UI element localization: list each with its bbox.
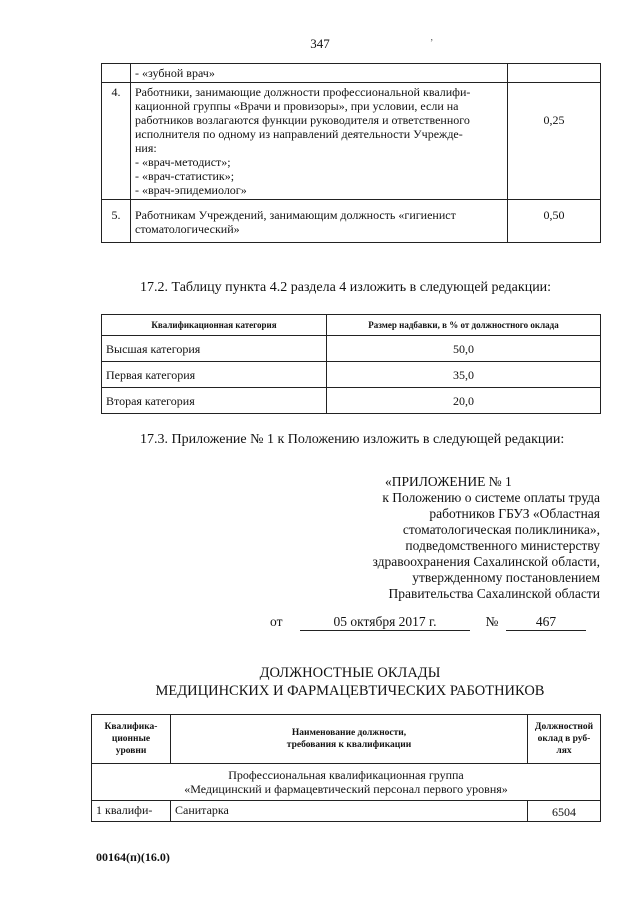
category-cell: Высшая категория [102,336,327,362]
column-header [171,715,528,764]
text-line: работников возлагаются функции руководителя и ответственного [135,113,470,127]
text-line: стоматологический» [135,222,240,236]
percent-cell: 20,0 [327,388,601,414]
row-value: 0,50 [508,200,601,243]
decree-reference [270,614,600,631]
group-line: Профессиональная квалификационная группа [228,768,464,782]
salary-cell: 6504 [528,801,601,822]
text-line: кационной группы «Врачи и провизоры», при условии, если на [135,99,459,113]
percent-cell: 50,0 [327,336,601,362]
category-cell: Вторая категория [102,388,327,414]
table-header-row [102,315,601,336]
group-cell [92,764,601,801]
number-label: № [485,614,499,629]
row-text [131,64,508,83]
row-number: 5. [102,200,131,243]
page-number: 347 [310,36,330,51]
appendix-line: «ПРИЛОЖЕНИЕ № 1 [385,474,512,489]
appendix-line: стоматологическая поликлиника», [402,522,600,537]
group-line: «Медицинский и фармацевтический персонал первого уровня» [184,782,508,796]
decree-date: 05 октября 2017 г. [300,614,470,631]
title-line: МЕДИЦИНСКИХ И ФАРМАЦЕВТИЧЕСКИХ РАБОТНИКОВ [155,683,545,699]
table-row [102,200,601,243]
text-line: - «врач-статистик»; [135,169,235,183]
text-line: Работники, занимающие должности профессиональной квалифи- [135,85,471,99]
row-number: 4. [102,83,131,200]
percent-cell: 35,0 [327,362,601,388]
row-text [131,200,508,243]
table-row [102,83,601,200]
appendix-line: здравоохранения Сахалинской области, [372,554,600,569]
text-line: ния: [135,141,157,155]
paragraph-17-3: 17.3. Приложение № 1 к Положению изложить в следующей редакции: [140,432,565,447]
pen-mark: ʼ [430,38,434,49]
appendix-line: подведомственного министерству [405,538,600,553]
text-line: - «зубной врач» [135,66,215,80]
table-row [102,362,601,388]
allowance-table [101,63,601,243]
page-title [100,664,600,700]
header-line: требования к квалификации [286,740,412,750]
title-line: ДОЛЖНОСТНЫЕ ОКЛАДЫ [259,665,441,681]
text-line: Работникам Учреждений, занимающим должность «гигиенист [135,208,456,222]
appendix-header [280,474,600,602]
appendix-line: утвержденному постановлением [412,570,600,585]
table-header-row [92,715,601,764]
appendix-line: к Положению о системе оплаты труда [382,490,600,505]
salary-table [91,714,601,822]
row-text [131,83,508,200]
header-line: Наименование должности, [291,728,407,738]
text-line: - «врач-методист»; [135,155,231,169]
row-number [102,64,131,83]
appendix-line: Правительства Сахалинской области [388,586,600,601]
from-label: от [270,614,283,629]
row-value: 0,25 [508,83,601,200]
position-cell: Санитарка [171,801,528,822]
decree-number: 467 [506,614,586,631]
column-header: Размер надбавки, в % от должностного оклада [327,315,601,336]
text-line: - «врач-эпидемиолог» [135,183,247,197]
paragraph-17-2: 17.2. Таблицу пункта 4.2 раздела 4 изложить в следующей редакции: [140,280,552,295]
group-row [92,764,601,801]
table-row [102,64,601,83]
row-value [508,64,601,83]
table-row [102,336,601,362]
column-header: Должностной оклад в руб-лях [528,715,601,764]
column-header: Квалифика-ционные уровни [92,715,171,764]
text-line: исполнителя по одному из направлений деятельности Учрежде- [135,127,463,141]
column-header: Квалификационная категория [102,315,327,336]
level-cell: 1 квалифи- [92,801,171,822]
appendix-line: работников ГБУЗ «Областная [429,506,600,521]
document-code: 00164(п)(16.0) [96,850,170,864]
category-cell: Первая категория [102,362,327,388]
table-row [92,801,601,822]
table-row [102,388,601,414]
category-allowance-table [101,314,601,414]
